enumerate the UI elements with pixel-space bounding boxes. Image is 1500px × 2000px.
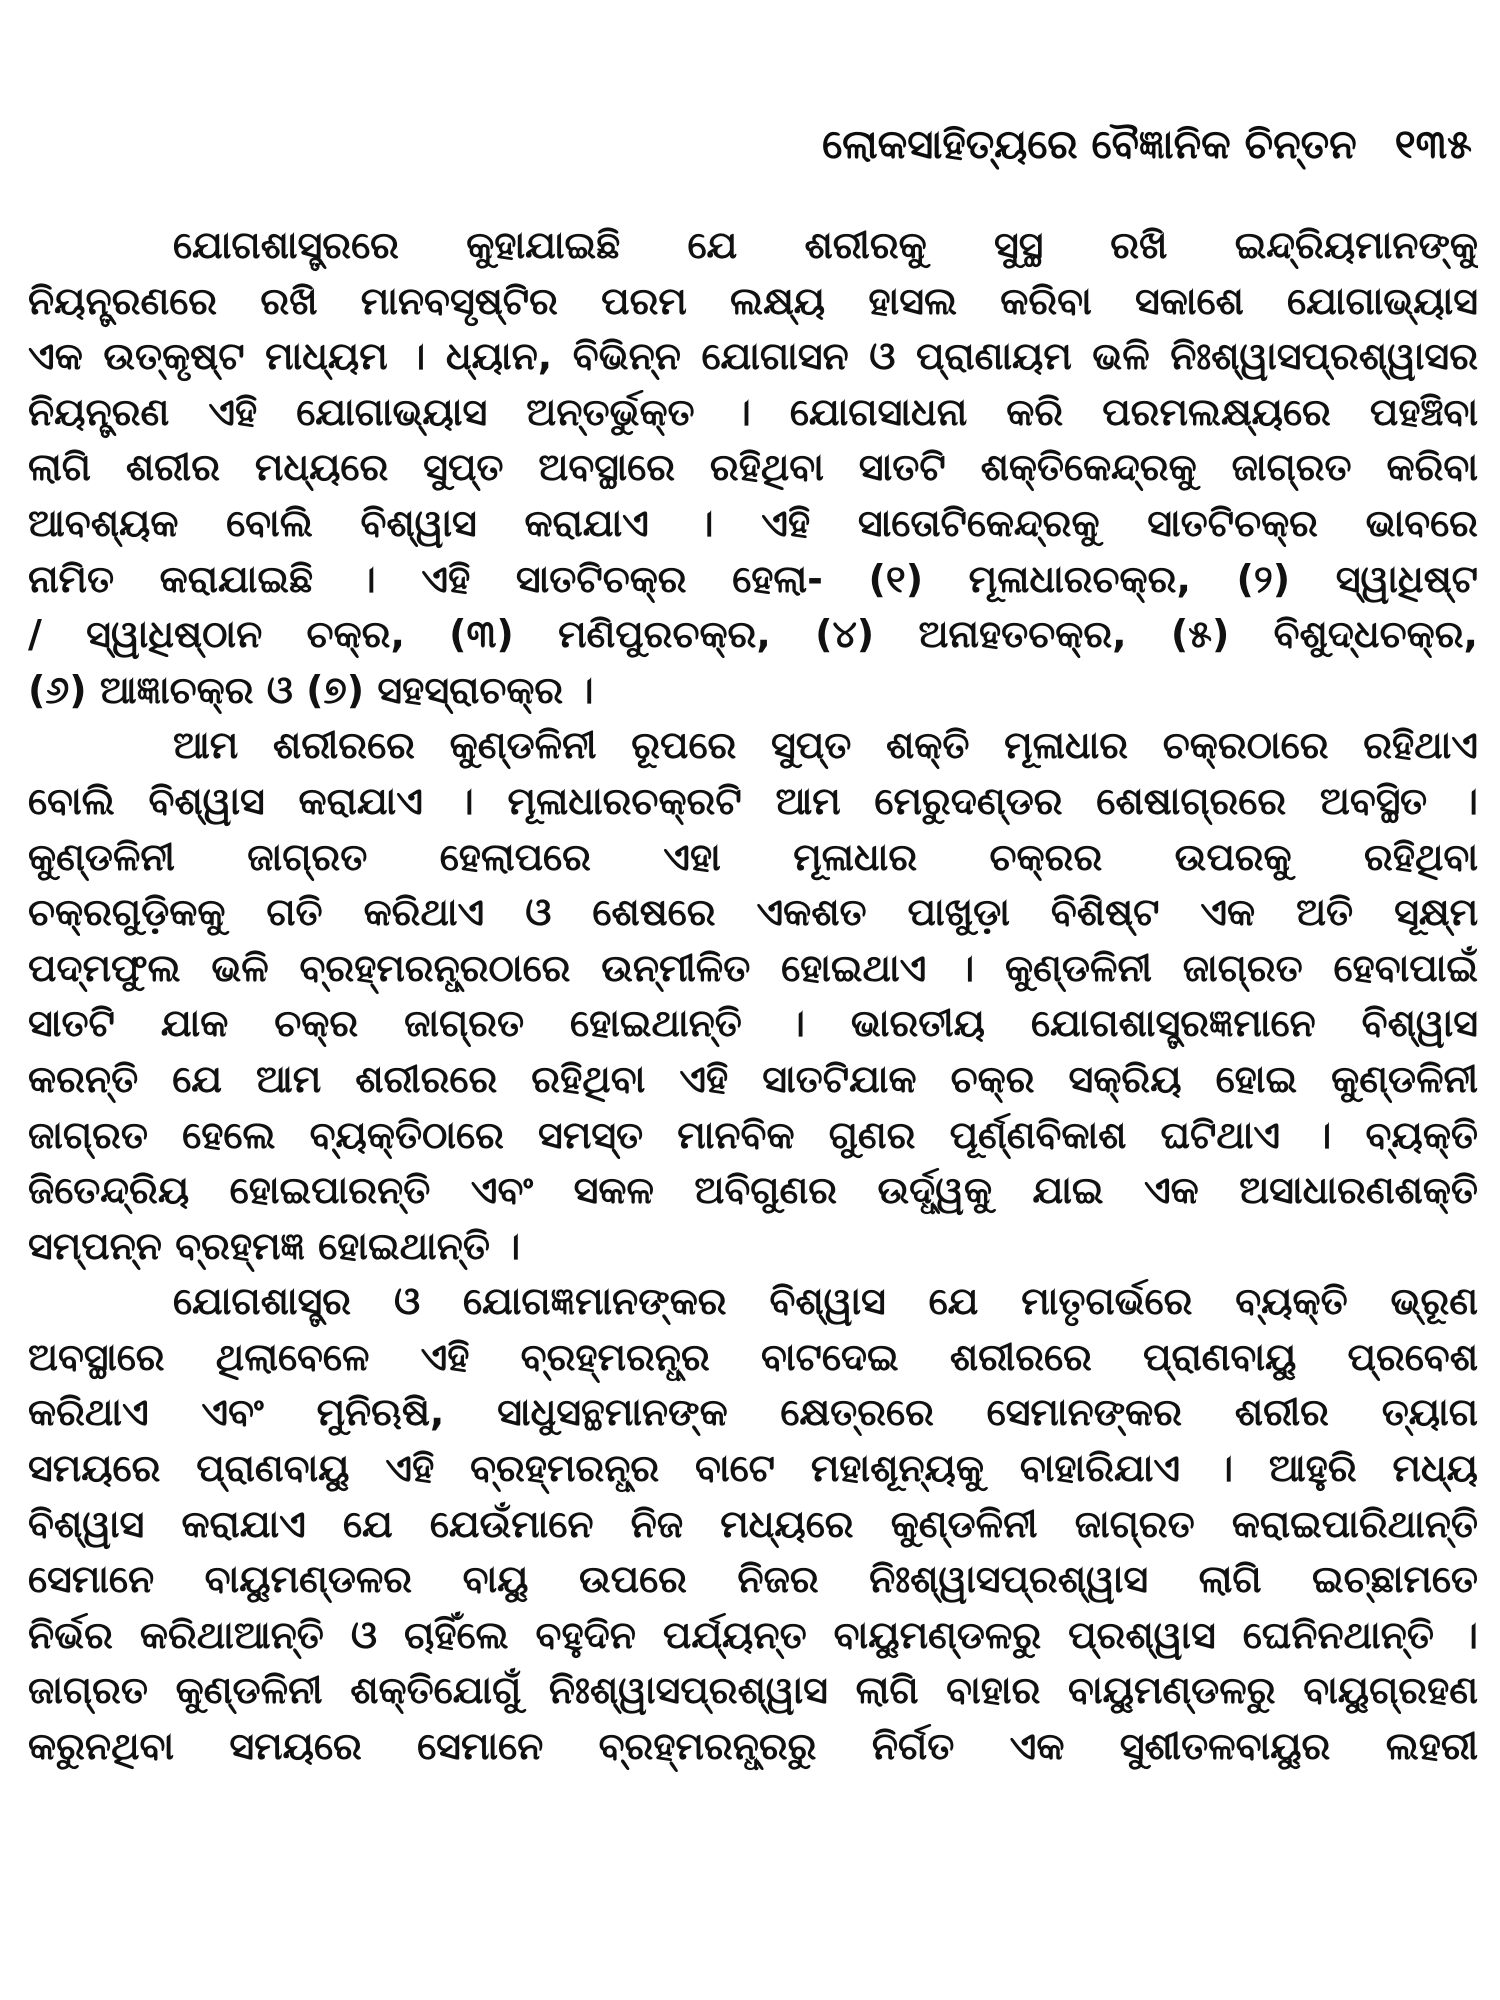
text-line: ସମୟରେ ପ୍ରାଣବାୟୁ ଏହି ବ୍ରହ୍ମରନ୍ଧ୍ର ବାଟେ ମହାଶୂନ୍ୟକୁ ବାହାରିଯାଏ । ଆହୁରି ମଧ୍ୟ	[28, 1446, 1478, 1491]
text-line: ଯୋଗଶାସ୍ତ୍ରରେ କୁହାଯାଇଛି ଯେ ଶରୀରକୁ ସୁସ୍ଥ ରଖି ଇନ୍ଦ୍ରିୟମାନଙ୍କୁ	[173, 223, 1478, 267]
text-line: କୁଣ୍ଡଳିନୀ ଜାଗ୍ରତ ହେଲାପରେ ଏହା ମୂଳାଧାର ଚକ୍ରର ଉପରକୁ ରହିଥିବା	[28, 834, 1478, 879]
text-line: କରିଥାଏ ଏବଂ ମୁନିଋଷି, ସାଧୁସନ୍ଥମାନଙ୍କ କ୍ଷେତ୍ରରେ ସେମାନଙ୍କର ଶରୀର ତ୍ୟାଗ	[28, 1390, 1478, 1435]
body-text	[28, 218, 1478, 1775]
text-line: (୬) ଆଜ୍ଞାଚକ୍ର ଓ (୭) ସହସ୍ରାଚକ୍ର ।	[28, 667, 594, 712]
paragraph-3	[28, 1274, 1478, 1774]
text-line: ସାତଟି ଯାକ ଚକ୍ର ଜାଗ୍ରତ ହୋଇଥାନ୍ତି । ଭାରତୀୟ ଯୋଗଶାସ୍ତ୍ରଜ୍ଞମାନେ ବିଶ୍ୱାସ	[28, 1001, 1478, 1046]
text-line: ଚକ୍ରଗୁଡ଼ିକକୁ ଗତି କରିଥାଏ ଓ ଶେଷରେ ଏକଶତ ପାଖୁଡ଼ା ବିଶିଷ୍ଟ ଏକ ଅତି ସୂକ୍ଷ୍ମ	[28, 890, 1478, 935]
text-line: ନିର୍ଭର କରିଥାଆନ୍ତି ଓ ଚାହିଁଲେ ବହୁଦିନ ପର୍ଯ୍ୟନ୍ତ ବାୟୁମଣ୍ଡଳରୁ ପ୍ରଶ୍ୱାସ ଘେନିନଥାନ୍ତି ।	[28, 1612, 1478, 1657]
text-line: ଜାଗ୍ରତ କୁଣ୍ଡଳିନୀ ଶକ୍ତିଯୋଗୁଁ ନିଃଶ୍ୱାସପ୍ରଶ୍ୱାସ ଲାଗି ବାହାର ବାୟୁମଣ୍ଡଳରୁ ବାୟୁଗ୍ରହଣ	[28, 1668, 1478, 1713]
text-line: ଜିତେନ୍ଦ୍ରିୟ ହୋଇପାରନ୍ତି ଏବଂ ସକଳ ଅବିଗୁଣର ଉର୍ଦ୍ଧ୍ୱକୁ ଯାଇ ଏକ ଅସାଧାରଣଶକ୍ତି	[28, 1168, 1478, 1213]
text-line: ବିଶ୍ୱାସ କରାଯାଏ ଯେ ଯେଉଁମାନେ ନିଜ ମଧ୍ୟରେ କୁଣ୍ଡଳିନୀ ଜାଗ୍ରତ କରାଇପାରିଥାନ୍ତି	[28, 1501, 1478, 1546]
text-line: ନିୟନ୍ତ୍ରଣରେ ରଖି ମାନବସୃଷ୍ଟିର ପରମ ଲକ୍ଷ୍ୟ ହାସଲ କରିବା ସକାଶେ ଯୋଗାଭ୍ୟାସ	[28, 278, 1478, 323]
text-line: ଅବସ୍ଥାରେ ଥିଲାବେଳେ ଏହି ବ୍ରହ୍ମରନ୍ଧ୍ର ବାଟଦେଇ ଶରୀରରେ ପ୍ରାଣବାୟୁ ପ୍ରବେଶ	[28, 1334, 1478, 1379]
text-line: କରୁନଥିବା ସମୟରେ ସେମାନେ ବ୍ରହ୍ମରନ୍ଧ୍ରରୁ ନିର୍ଗତ ଏକ ସୁଶୀତଳବାୟୁର ଲହରୀ	[28, 1724, 1478, 1769]
text-line: ଲାଗି ଶରୀର ମଧ୍ୟରେ ସୁପ୍ତ ଅବସ୍ଥାରେ ରହିଥିବା ସାତଟି ଶକ୍ତିକେନ୍ଦ୍ରକୁ ଜାଗ୍ରତ କରିବା	[28, 445, 1478, 490]
page-number: ୧୩୫	[1394, 122, 1472, 168]
text-line: ଆବଶ୍ୟକ ବୋଲି ବିଶ୍ୱାସ କରାଯାଏ । ଏହି ସାତୋଟିକେନ୍ଦ୍ରକୁ ସାତଟିଚକ୍ର ଭାବରେ	[28, 500, 1478, 545]
text-line: ଏକ ଉତ୍କୃଷ୍ଟ ମାଧ୍ୟମ । ଧ୍ୟାନ, ବିଭିନ୍ନ ଯୋଗାସନ ଓ ପ୍ରାଣାୟମ ଭଳି ନିଃଶ୍ୱାସପ୍ରଶ୍ୱାସର	[28, 334, 1478, 379]
running-header-title: ଲୋକସାହିତ୍ୟରେ ବୈଜ୍ଞାନିକ ଚିନ୍ତନ	[822, 122, 1357, 168]
text-line: ଜାଗ୍ରତ ହେଲେ ବ୍ୟକ୍ତିଠାରେ ସମସ୍ତ ମାନବିକ ଗୁଣର ପୂର୍ଣ୍ଣବିକାଶ ଘଟିଥାଏ । ବ୍ୟକ୍ତି	[28, 1112, 1478, 1157]
paragraph-1	[28, 218, 1478, 718]
text-line: ନାମିତ କରାଯାଇଛି । ଏହି ସାତଟିଚକ୍ର ହେଲା- (୧) ମୂଳାଧାରଚକ୍ର, (୨) ସ୍ୱାଧିଷ୍ଟ	[28, 556, 1478, 601]
text-line: ସେମାନେ ବାୟୁମଣ୍ଡଳର ବାୟୁ ଉପରେ ନିଜର ନିଃଶ୍ୱାସପ୍ରଶ୍ୱାସ ଲାଗି ଇଚ୍ଛାମତେ	[28, 1557, 1478, 1602]
paragraph-2	[28, 718, 1478, 1274]
text-line: ପଦ୍ମଫୁଲ ଭଳି ବ୍ରହ୍ମରନ୍ଧ୍ରଠାରେ ଉନ୍ମୀଳିତ ହୋଇଥାଏ । କୁଣ୍ଡଳିନୀ ଜାଗ୍ରତ ହେବାପାଇଁ	[28, 945, 1478, 990]
text-line: ଯୋଗଶାସ୍ତ୍ର ଓ ଯୋଗଜ୍ଞମାନଙ୍କର ବିଶ୍ୱାସ ଯେ ମାତୃଗର୍ଭରେ ବ୍ୟକ୍ତି ଭ୍ରୂଣ	[173, 1279, 1478, 1324]
text-line: ବୋଲି ବିଶ୍ୱାସ କରାଯାଏ । ମୂଳାଧାରଚକ୍ରଟି ଆମ ମେରୁଦଣ୍ଡର ଶେଷାଗ୍ରରେ ଅବସ୍ଥିତ ।	[28, 778, 1478, 823]
text-line: ସମ୍ପନ୍ନ ବ୍ରହ୍ମଜ୍ଞ ହୋଇଥାନ୍ତି ।	[28, 1223, 521, 1268]
running-header	[40, 122, 1472, 168]
text-line: ନିୟନ୍ତ୍ରଣ ଏହି ଯୋଗାଭ୍ୟାସ ଅନ୍ତର୍ଭୁକ୍ତ । ଯୋଗସାଧନା କରି ପରମଲକ୍ଷ୍ୟରେ ପହଞ୍ଚିବା	[28, 389, 1478, 434]
text-line: ଆମ ଶରୀରରେ କୁଣ୍ଡଳିନୀ ରୂପରେ ସୁପ୍ତ ଶକ୍ତି ମୂଳାଧାର ଚକ୍ରଠାରେ ରହିଥାଏ	[173, 723, 1478, 768]
text-line: / ସ୍ୱାଧିଷ୍ଠାନ ଚକ୍ର, (୩) ମଣିପୁରଚକ୍ର, (୪) ଅନାହତଚକ୍ର, (୫) ବିଶୁଦ୍ଧଚକ୍ର,	[28, 612, 1478, 657]
text-line: କରନ୍ତି ଯେ ଆମ ଶରୀରରେ ରହିଥିବା ଏହି ସାତଟିଯାକ ଚକ୍ର ସକ୍ରିୟ ହୋଇ କୁଣ୍ଡଳିନୀ	[28, 1056, 1478, 1101]
